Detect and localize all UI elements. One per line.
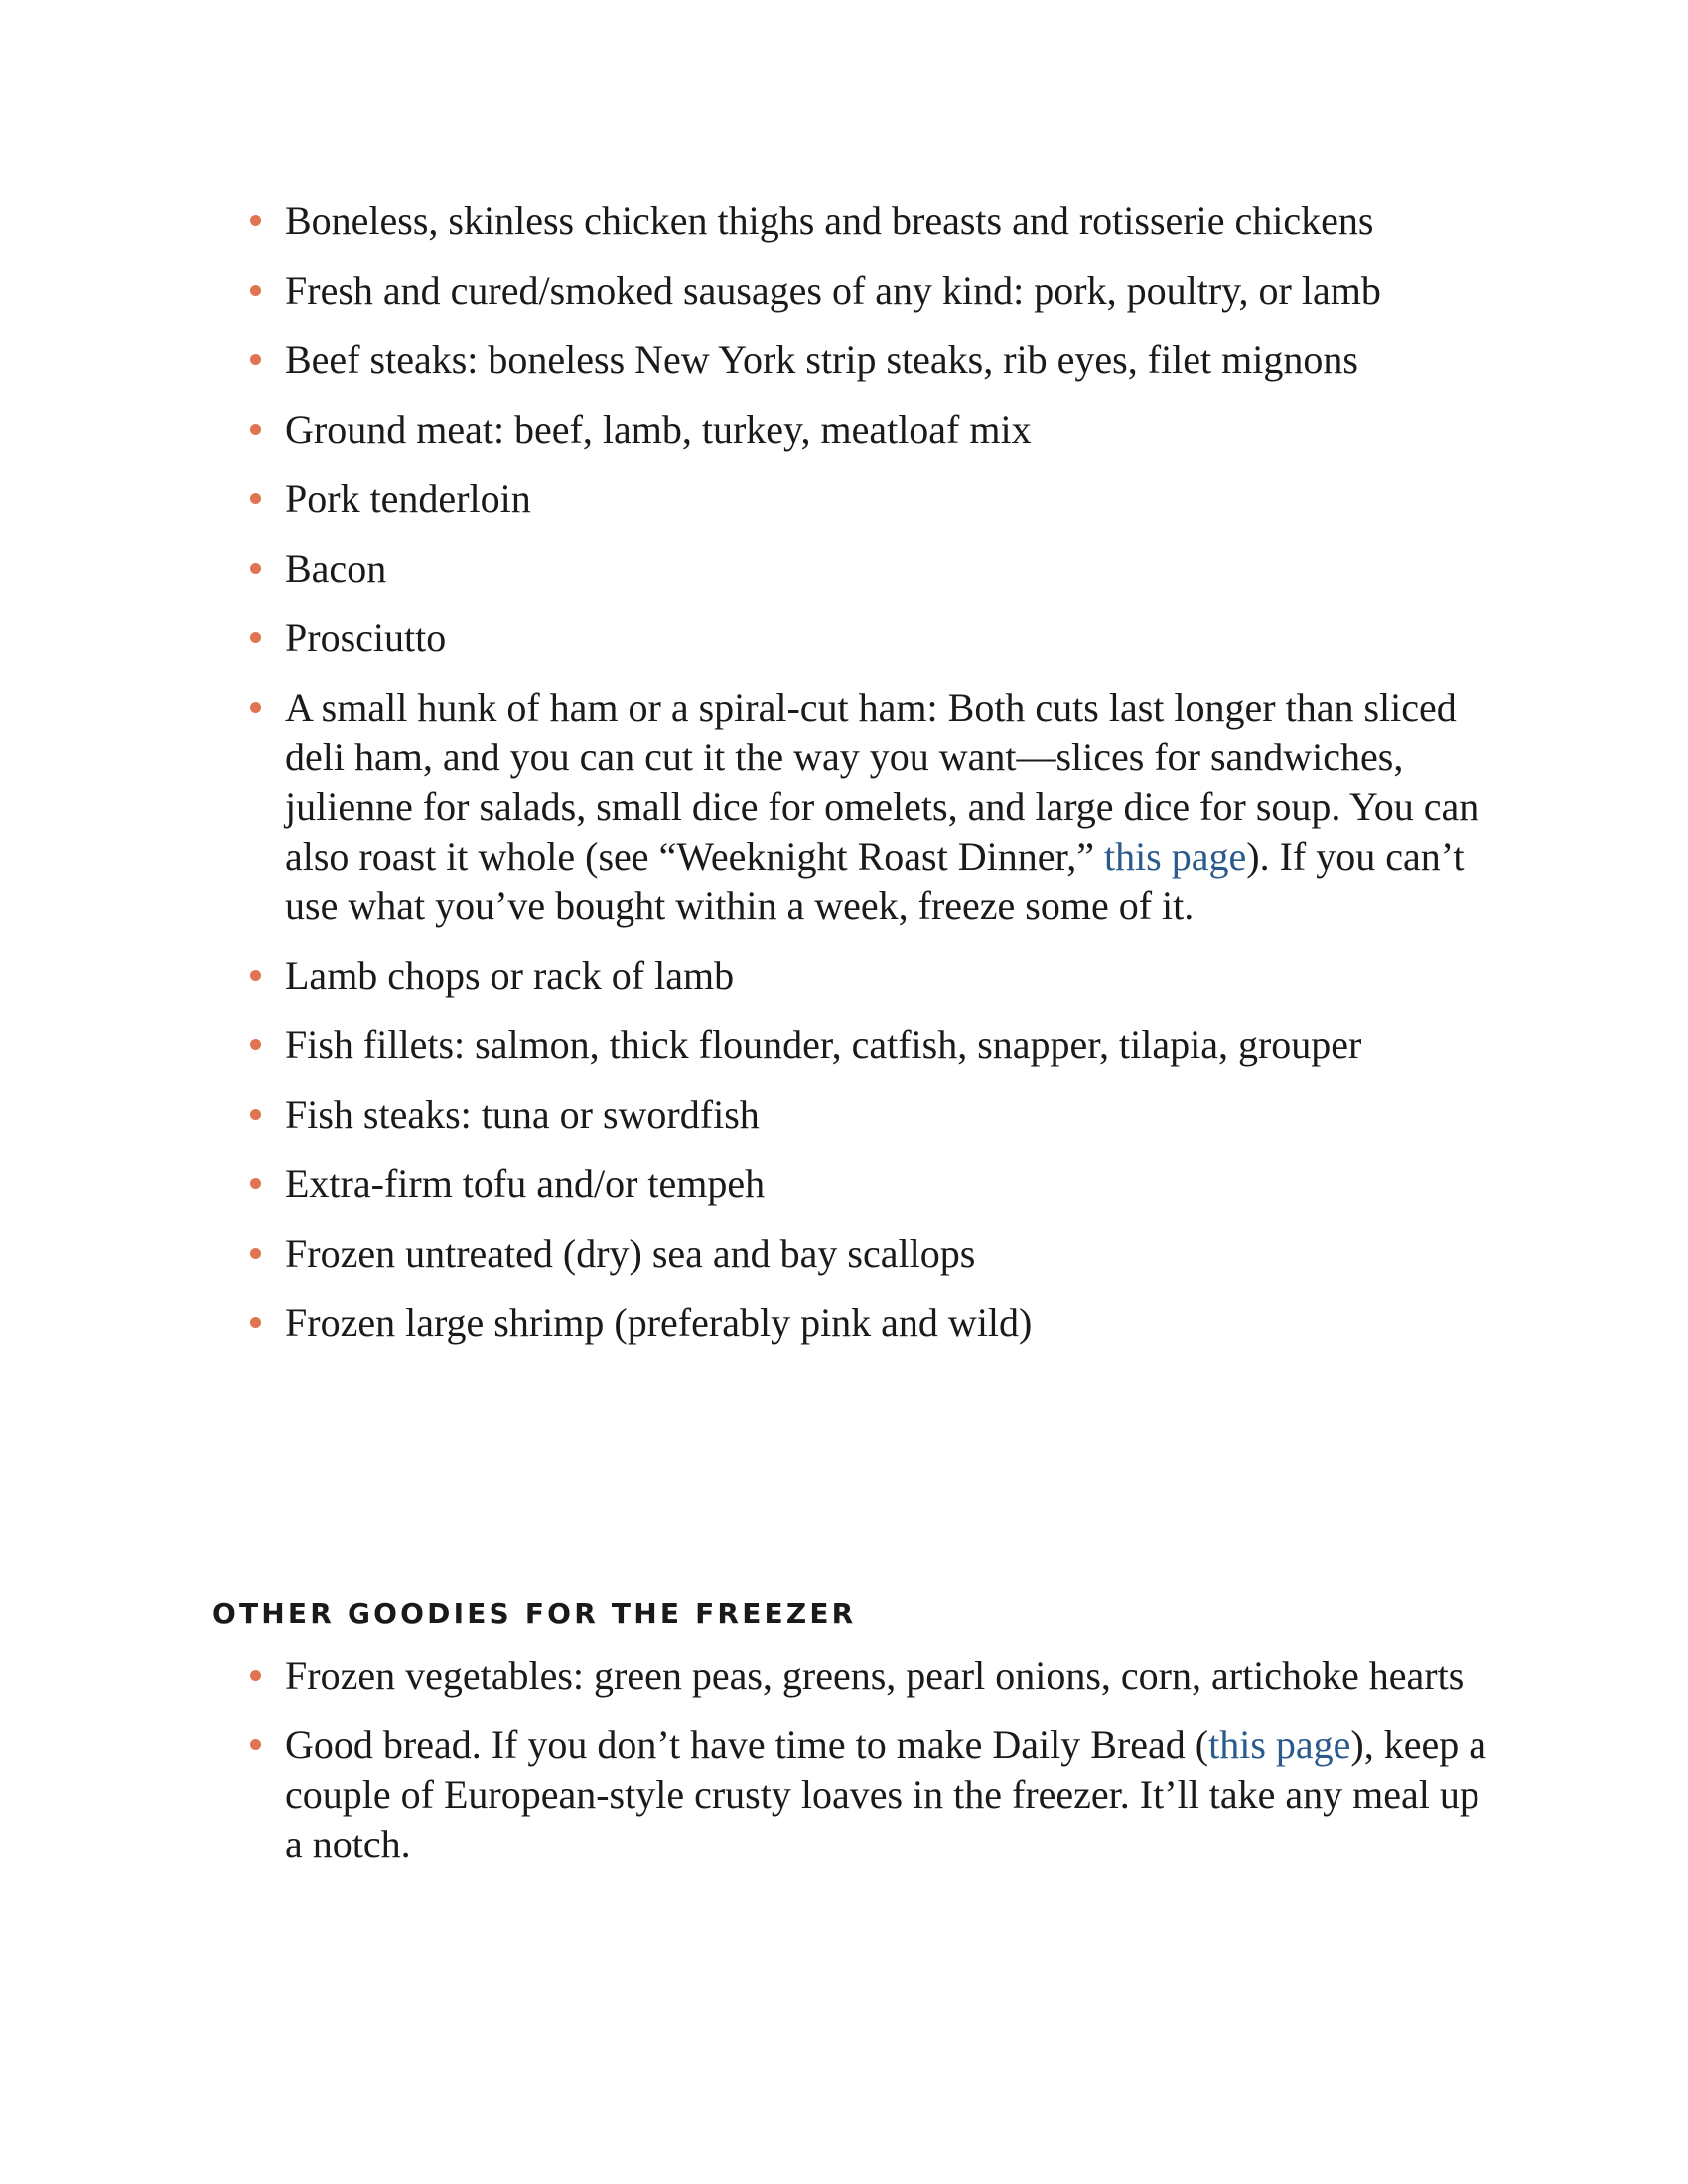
item-text: Bacon — [285, 546, 387, 591]
list-item — [285, 405, 1496, 455]
item-text: Prosciutto — [285, 615, 447, 660]
item-text: Boneless, skinless chicken thighs and breasts and rotisserie chickens — [285, 199, 1374, 243]
daily-bread-link[interactable]: this page — [1208, 1722, 1351, 1767]
item-text: Frozen vegetables: green peas, greens, pearl onions, corn, artichoke hearts — [285, 1653, 1465, 1698]
item-text: Good bread. If you don’t have time to make Daily Bread ( — [285, 1722, 1209, 1767]
list-item — [285, 1160, 1496, 1209]
list-item — [285, 336, 1496, 385]
bullet-icon — [250, 632, 261, 643]
section-heading: OTHER GOODIES FOR THE FREEZER — [212, 1597, 857, 1630]
list-item — [285, 1021, 1496, 1070]
bullet-icon — [250, 563, 261, 574]
list-item — [285, 475, 1496, 524]
bullet-icon — [250, 702, 261, 713]
item-text: ), keep a couple of European-style crusty loaves in the freezer. It’ll take any meal up a notch. — [285, 1722, 1487, 1866]
item-text: Lamb chops or rack of lamb — [285, 953, 735, 998]
list-item — [285, 1298, 1496, 1348]
bullet-icon — [250, 1178, 261, 1189]
list-item-bread — [285, 1720, 1496, 1869]
list-item — [285, 197, 1496, 246]
list-item — [285, 951, 1496, 1001]
item-text: Fresh and cured/smoked sausages of any kind: pork, poultry, or lamb — [285, 268, 1381, 313]
bullet-icon — [250, 285, 261, 296]
weeknight-roast-dinner-link[interactable]: this page — [1103, 834, 1247, 879]
bullet-icon — [250, 493, 261, 504]
list-item — [285, 544, 1496, 594]
item-text: Fish fillets: salmon, thick flounder, catfish, snapper, tilapia, grouper — [285, 1023, 1362, 1067]
freezer-protein-list — [285, 197, 1496, 1368]
bullet-icon — [250, 424, 261, 435]
bullet-icon — [250, 215, 261, 226]
freezer-goodies-list — [285, 1651, 1496, 1889]
bullet-icon — [250, 1248, 261, 1259]
item-text: Extra-firm tofu and/or tempeh — [285, 1161, 766, 1206]
item-text: ). If you can’t use what you’ve bought within a week, freeze some of it. — [285, 834, 1465, 928]
bullet-icon — [250, 970, 261, 981]
bullet-icon — [250, 354, 261, 365]
list-item — [285, 614, 1496, 663]
item-text: A small hunk of ham or a spiral-cut ham: Both cuts last longer than sliced deli ham, and you can cut it the way you want—slices for sandwiches, julienne for salads, small dice for omelets, and large dice for soup. You can also roast it whole (see “Weeknight Roast Dinner,” — [285, 685, 1479, 879]
bullet-icon — [250, 1670, 261, 1681]
item-text: Frozen untreated (dry) sea and bay scallops — [285, 1231, 976, 1276]
list-item — [285, 1651, 1496, 1701]
item-text: Beef steaks: boneless New York strip steaks, rib eyes, filet mignons — [285, 338, 1358, 382]
item-text: Ground meat: beef, lamb, turkey, meatloaf mix — [285, 407, 1032, 452]
bullet-icon — [250, 1039, 261, 1050]
item-text: Pork tenderloin — [285, 477, 531, 521]
bullet-icon — [250, 1739, 261, 1750]
list-item — [285, 1229, 1496, 1279]
list-item-ham — [285, 683, 1496, 931]
item-text: Frozen large shrimp (preferably pink and wild) — [285, 1300, 1033, 1345]
item-text: Fish steaks: tuna or swordfish — [285, 1092, 760, 1137]
list-item — [285, 1090, 1496, 1140]
bullet-icon — [250, 1109, 261, 1120]
list-item — [285, 266, 1496, 316]
bullet-icon — [250, 1317, 261, 1328]
